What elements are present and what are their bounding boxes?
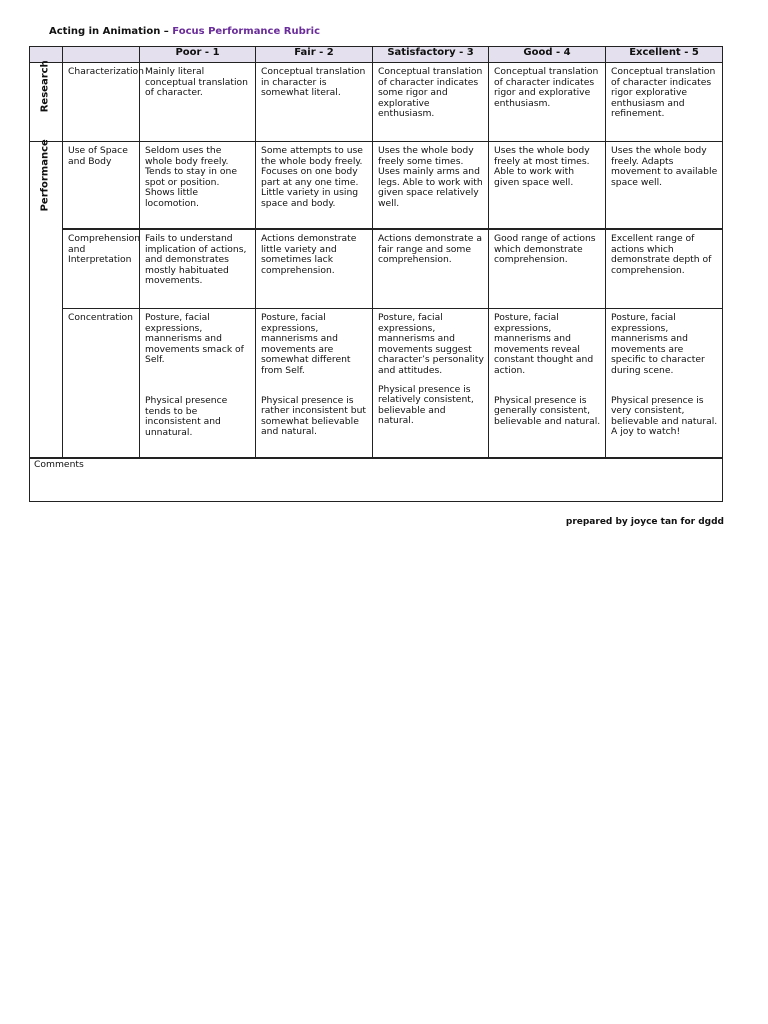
table-row bbox=[30, 63, 723, 142]
rubric-cell bbox=[373, 309, 489, 459]
cell-text: Actions demonstrate a fair range and some comprehension. bbox=[378, 233, 482, 266]
rubric-cell bbox=[606, 142, 723, 230]
header-excellent: Excellent - 5 bbox=[606, 47, 723, 63]
category-performance bbox=[30, 139, 63, 459]
cell-text: Conceptual translation in character is somewhat literal. bbox=[261, 66, 366, 99]
rubric-cell bbox=[256, 142, 373, 230]
category-research bbox=[30, 60, 63, 142]
table-row bbox=[30, 229, 723, 309]
cell-text: Physical presence is relatively consistent, believable and natural. bbox=[378, 383, 474, 427]
cell-text: Posture, facial expressions, mannerisms and movements are somewhat different from Self. bbox=[261, 312, 351, 376]
criterion-cell: Comprehension and Interpretation bbox=[63, 229, 140, 309]
header-row bbox=[30, 47, 723, 63]
cell-text: Conceptual translation of character indicates rigor explorative enthusiasm and refinement. bbox=[611, 66, 716, 120]
cell-text: Physical presence is rather inconsistent but somewhat believable and natural. bbox=[261, 394, 367, 438]
title-subtitle: Focus Performance Rubric bbox=[172, 26, 321, 37]
rubric-cell bbox=[373, 142, 489, 230]
rubric-cell bbox=[606, 63, 723, 142]
table-row bbox=[30, 309, 723, 459]
rubric-cell bbox=[489, 63, 606, 142]
cell-text: Fails to understand implication of actions, and demonstrates mostly habituated movements. bbox=[145, 233, 247, 287]
cell-text: Actions demonstrate little variety and sometimes lack comprehension. bbox=[261, 233, 357, 276]
rubric-cell bbox=[373, 63, 489, 142]
cell-text: Posture, facial expressions, mannerisms and movements are specific to character during scene. bbox=[611, 312, 705, 376]
cell-text: Conceptual translation of character indicates rigor and explorative enthusiasm. bbox=[494, 66, 599, 109]
cell-text: Physical presence tends to be inconsistent and unnatural. bbox=[145, 394, 228, 438]
rubric-cell bbox=[606, 309, 723, 459]
cell-text: Uses the whole body freely some times. Uses mainly arms and legs. Able to work with given space relatively well. bbox=[378, 145, 483, 209]
cell-text: Mainly literal conceptual translation of character. bbox=[145, 66, 248, 99]
header-good: Good - 4 bbox=[489, 47, 606, 63]
comments-cell[interactable] bbox=[30, 458, 723, 502]
cell-text: Good range of actions which demonstrate comprehension. bbox=[494, 233, 596, 266]
criterion-cell: Concentration bbox=[63, 309, 140, 459]
rubric-cell bbox=[256, 309, 373, 459]
rubric-cell bbox=[140, 142, 256, 230]
header-poor: Poor - 1 bbox=[140, 47, 256, 63]
cell-text: Excellent range of actions which demonstrate depth of comprehension. bbox=[611, 233, 712, 276]
document-title bbox=[49, 26, 320, 37]
header-criterion bbox=[63, 47, 140, 63]
cell-text: Seldom uses the whole body freely. Tends to stay in one spot or position. Shows little locomotion. bbox=[145, 145, 237, 209]
rubric-cell bbox=[489, 142, 606, 230]
comments-label: Comments bbox=[34, 459, 84, 470]
rubric-cell bbox=[140, 229, 256, 309]
cell-text: Posture, facial expressions, mannerisms and movements smack of Self. bbox=[145, 312, 244, 366]
category-label-performance: Performance bbox=[39, 139, 51, 212]
cell-text: Uses the whole body freely at most times. Able to work with given space well. bbox=[494, 145, 590, 188]
cell-text: Conceptual translation of character indicates some rigor and explorative enthusiasm. bbox=[378, 66, 483, 120]
criterion-cell: Characterization bbox=[63, 63, 140, 142]
cell-text: Some attempts to use the whole body freely. Focuses on one body part at any one time. Little variety in using space and body. bbox=[261, 145, 363, 209]
cell-text: Posture, facial expressions, mannerisms and movements reveal constant thought and action. bbox=[494, 312, 594, 376]
rubric-cell bbox=[140, 63, 256, 142]
rubric-cell bbox=[606, 229, 723, 309]
title-dash: – bbox=[160, 26, 173, 37]
criterion-cell: Use of Space and Body bbox=[63, 142, 140, 230]
cell-text: Uses the whole body freely. Adapts movement to available space well. bbox=[611, 145, 718, 188]
category-label-research: Research bbox=[39, 60, 51, 113]
comments-row bbox=[30, 458, 723, 502]
rubric-cell bbox=[373, 229, 489, 309]
rubric-cell bbox=[256, 229, 373, 309]
cell-text: Physical presence is generally consistent, believable and natural. bbox=[494, 394, 601, 427]
rubric-cell bbox=[140, 309, 256, 459]
table-row bbox=[30, 142, 723, 230]
rubric-cell bbox=[489, 309, 606, 459]
footer-credit: prepared by joyce tan for dgdd bbox=[565, 517, 724, 527]
cell-text: Physical presence is very consistent, believable and natural. A joy to watch! bbox=[611, 394, 718, 438]
cell-text: Posture, facial expressions, mannerisms and movements suggest character’s personality and attitudes. bbox=[378, 312, 484, 376]
rubric-cell bbox=[489, 229, 606, 309]
rubric-cell bbox=[256, 63, 373, 142]
header-fair: Fair - 2 bbox=[256, 47, 373, 63]
title-main: Acting in Animation bbox=[49, 26, 161, 37]
header-satisfactory: Satisfactory - 3 bbox=[373, 47, 489, 63]
rubric-table bbox=[29, 46, 723, 502]
